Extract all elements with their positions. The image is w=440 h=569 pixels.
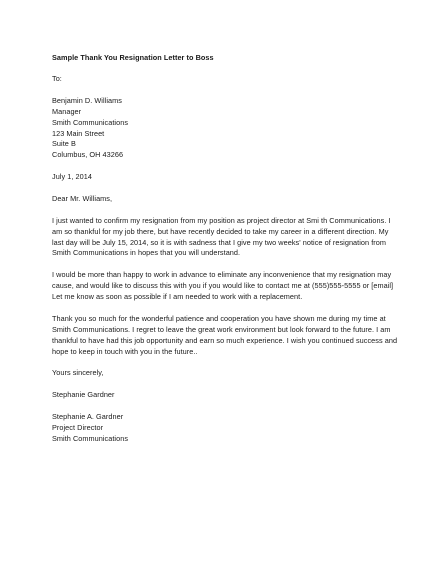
paragraph-line: thankful to have had this job opportunity and earn so much experience. I wish you continued success and (52, 335, 398, 345)
recipient-company: Smith Communications (52, 117, 129, 127)
paragraph-line: hope to keep in touch with you in the future.. (52, 346, 198, 356)
recipient-suite: Suite B (52, 139, 76, 149)
paragraph-line: Smith Communications in hopes that you will understand. (52, 248, 241, 258)
paragraph-line: I would be more than happy to work in advance to eliminate any inconvenience that my resignation may (52, 270, 392, 280)
sender-title: Project Director (52, 422, 104, 432)
paragraph-line: cause, and would like to discuss this with you if you would like to contact me at (555)555-5555 or [email] (52, 281, 394, 291)
sender-name: Stephanie A. Gardner (52, 411, 124, 421)
closing (52, 368, 392, 379)
paragraph-line: Let me know as soon as possible if I am needed to work with a replacement. (52, 292, 303, 302)
paragraph-line: am so thankful for my job there, but have recently decided to take my career in a different direction. My (52, 226, 389, 236)
recipient-address (52, 96, 392, 161)
recipient-title: Manager (52, 106, 82, 116)
paragraph-line: I just wanted to confirm my resignation from my position as project director at Smi th Communications. I (52, 215, 391, 225)
paragraph-line: Smith Communications. I regret to leave the great work environment but look forward to the future. I am (52, 324, 391, 334)
letter-body (52, 53, 398, 456)
paragraph-thanks (52, 313, 398, 358)
paragraph-confirmation (52, 216, 392, 260)
paragraph-line: Thank you so much for the wonderful patience and cooperation you have shown me during my time at (52, 313, 386, 323)
paragraph-line: last day will be July 15, 2014, so it is with sadness that I give my two weeks' notice of resignation from (52, 237, 386, 247)
recipient-street: 123 Main Street (52, 128, 105, 138)
salutation-text: Dear Mr. Williams, (52, 193, 113, 203)
letter-date (52, 172, 392, 183)
closing-text: Yours sincerely, (52, 368, 104, 378)
document-title: Sample Thank You Resignation Letter to Boss (52, 53, 214, 62)
signature-name: Stephanie Gardner (52, 390, 115, 400)
recipient-city: Columbus, OH 43266 (52, 150, 124, 160)
salutation (52, 194, 392, 205)
to-label-text: To: (52, 74, 62, 83)
sender-company: Smith Communications (52, 433, 129, 443)
signature (52, 390, 392, 401)
paragraph-transition (52, 270, 392, 303)
to-label (52, 74, 392, 85)
recipient-name: Benjamin D. Williams (52, 95, 122, 105)
sender-block (52, 412, 392, 445)
letter-date-text: July 1, 2014 (52, 172, 92, 182)
